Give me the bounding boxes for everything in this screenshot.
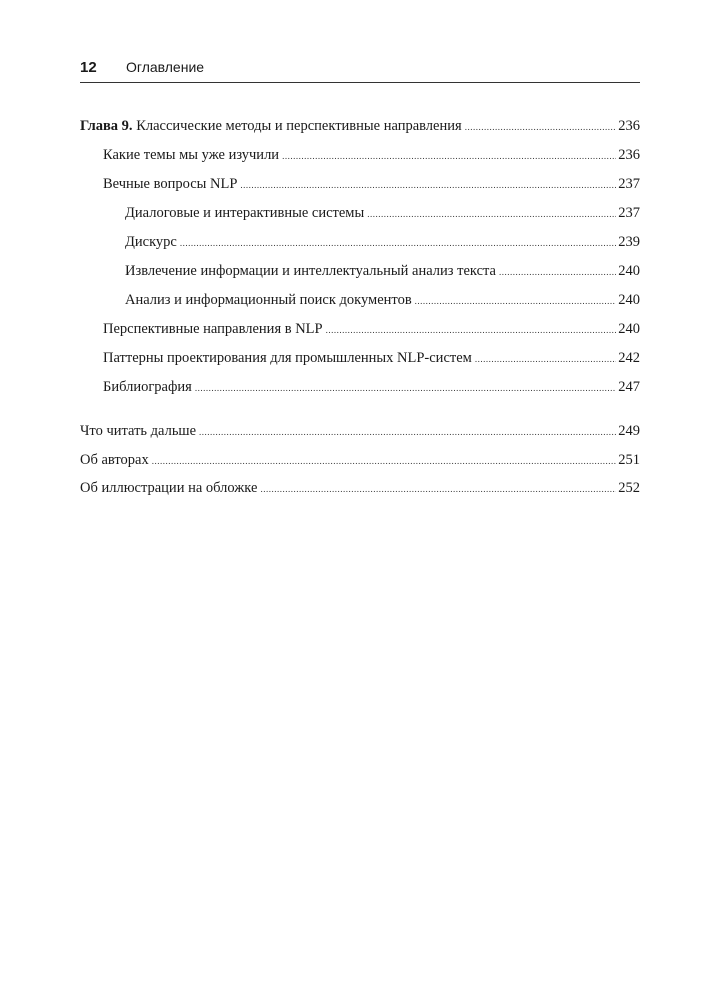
toc-chapter-9[interactable] [80, 116, 640, 145]
toc-entry-title: Об иллюстрации на обложке [80, 480, 258, 496]
dot-leader [415, 291, 617, 311]
toc-section-entry[interactable] [80, 319, 640, 348]
toc-page-number: 251 [618, 452, 640, 468]
toc-page-number: 237 [618, 205, 640, 221]
toc-entry-title: Вечные вопросы NLP [103, 176, 238, 192]
dot-leader [195, 378, 616, 398]
toc-entry-title: Об авторах [80, 452, 149, 468]
dot-leader [475, 349, 616, 369]
toc-page-number: 252 [618, 480, 640, 496]
toc-entry-title: Анализ и информационный поиск документов [125, 292, 412, 308]
dot-leader [260, 479, 616, 499]
toc-entry-title: Перспективные направления в NLP [103, 321, 323, 337]
dot-leader [282, 146, 616, 166]
toc-page-number: 240 [618, 263, 640, 279]
toc-entry-title: Извлечение информации и интеллектуальный анализ текста [125, 263, 496, 279]
toc-page-number: 247 [618, 379, 640, 395]
dot-leader [240, 175, 616, 195]
toc-entry-title: Диалоговые и интерактивные системы [125, 205, 365, 221]
toc-page-number: 237 [618, 176, 640, 192]
toc-entry-title: Что читать дальше [80, 423, 197, 439]
toc-section-entry[interactable] [80, 377, 640, 406]
table-of-contents [80, 116, 640, 506]
dot-leader [180, 233, 616, 253]
section-title: Оглавление [126, 59, 205, 75]
toc-entry-title: Какие темы мы уже изучили [103, 147, 280, 163]
dot-leader [152, 451, 617, 471]
toc-backmatter-entry[interactable] [80, 421, 640, 450]
toc-page-number: 236 [618, 147, 640, 163]
toc-page-number: 240 [618, 321, 640, 337]
chapter-label: Глава 9. [80, 118, 133, 134]
page-number: 12 [80, 59, 97, 76]
chapter-title: Классические методы и перспективные направления [136, 118, 462, 134]
toc-entry-title: Паттерны проектирования для промышленных NLP-систем [103, 350, 472, 366]
toc-subsection-entry[interactable] [80, 261, 640, 290]
running-head [80, 59, 640, 81]
toc-page-number: 240 [618, 292, 640, 308]
toc-page-number: 249 [618, 423, 640, 439]
toc-page-number: 239 [618, 234, 640, 250]
toc-subsection-entry[interactable] [80, 203, 640, 232]
toc-section-entry[interactable] [80, 348, 640, 377]
dot-leader [367, 204, 616, 224]
toc-backmatter-entry[interactable] [80, 450, 640, 478]
dot-leader [465, 117, 617, 137]
toc-page-number: 242 [618, 350, 640, 366]
header-rule [80, 82, 640, 83]
toc-entry-title: Дискурс [125, 234, 177, 250]
toc-page-number: 236 [618, 118, 640, 134]
toc-section-entry[interactable] [80, 174, 640, 203]
toc-section-entry[interactable] [80, 145, 640, 174]
toc-subsection-entry[interactable] [80, 232, 640, 261]
dot-leader [199, 422, 616, 442]
toc-entry-title [80, 116, 462, 136]
toc-subsection-entry[interactable] [80, 290, 640, 319]
toc-entry-title: Библиография [103, 379, 192, 395]
toc-backmatter-entry[interactable] [80, 478, 640, 506]
dot-leader [326, 320, 617, 340]
dot-leader [499, 262, 616, 282]
